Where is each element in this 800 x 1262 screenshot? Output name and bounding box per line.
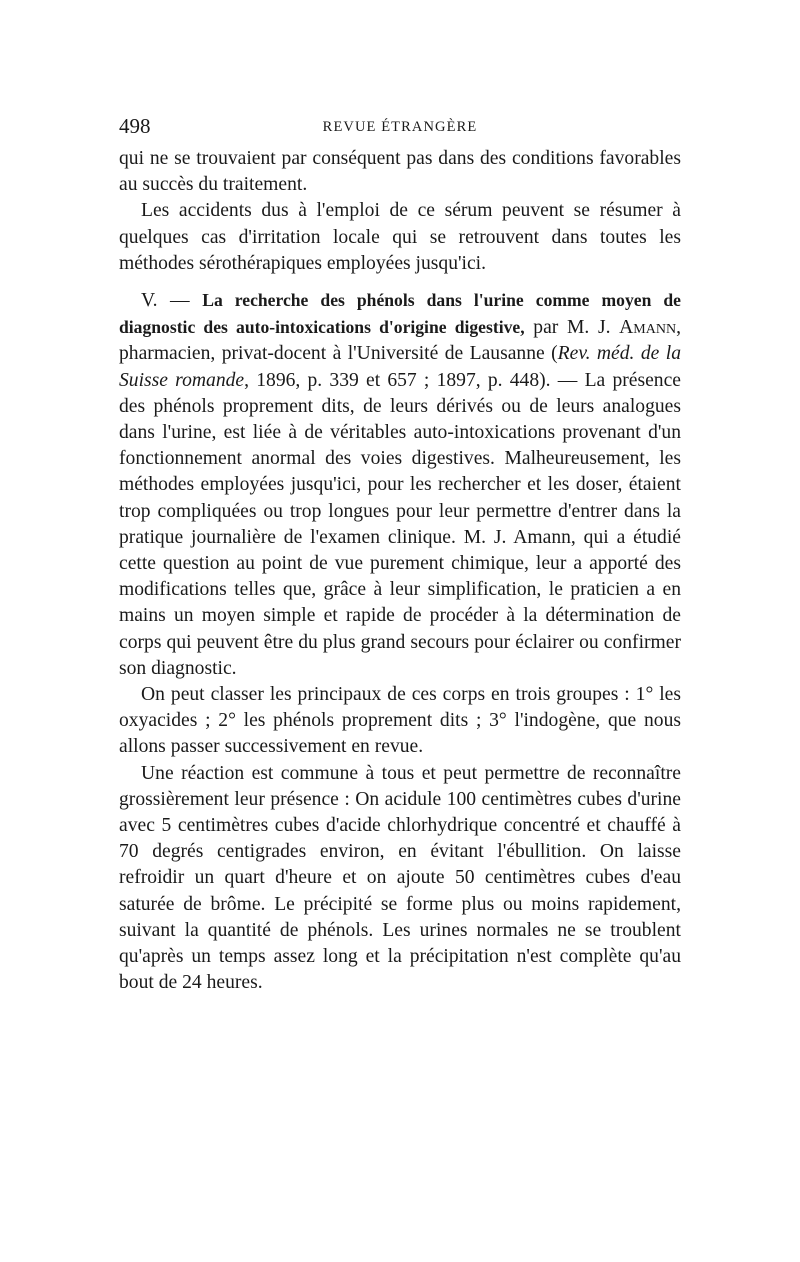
paragraph-groups: On peut classer les principaux de ces corps en trois groupes : 1° les oxyacides ; 2° les phénols proprement dits ; 3° l'indogène, que nous allons passer successivement en revue. xyxy=(119,684,681,758)
section-title: La recherche des phénols dans l'urine comme moyen de diagnostic des auto-intoxications d'origine digestive, xyxy=(119,290,681,338)
page-number: 498 xyxy=(119,114,151,138)
section-number: V. — xyxy=(141,290,203,312)
section-v-paragraph xyxy=(119,287,681,682)
section-by: par M. J. xyxy=(524,317,620,339)
author-affiliation: , pharmacien, privat-docent à l'Université de Lausanne ( xyxy=(119,317,681,365)
paragraph-continuation: qui ne se trouvaient par conséquent pas dans des conditions favorables au succès du traitement. xyxy=(119,148,681,196)
author-name: Amann xyxy=(619,317,677,339)
document-page xyxy=(119,112,681,997)
paragraph-reaction: Une réaction est commune à tous et peut permettre de reconnaître grossièrement leur présence : On acidule 100 centimètres cubes d'urine avec 5 centimètres cubes d'acide chlorhydrique concentré et chauffé à 70 degrés centigrades environ, en évitant l'ébullition. On laisse refroidir un quart d'heure et on ajoute 50 centimètres cubes d'eau saturée de brôme. Le précipité se forme plus ou moins rapidement, suivant la quantité de phénols. Les urines normales ne se troublent qu'après un temps assez long et la précipitation n'est complète qu'au bout de 24 heures. xyxy=(119,762,681,994)
journal-title: Rev. méd. de la Suisse romande xyxy=(119,343,682,391)
paragraph-serum-accidents: Les accidents dus à l'emploi de ce sérum peuvent se résumer à quelques cas d'irritation locale qui se retrouvent dans toutes les méthodes sérothérapiques employées jusqu'ici. xyxy=(119,200,681,274)
page-header xyxy=(119,112,681,146)
section-body: La présence des phénols proprement dits, de leurs dérivés ou de leurs analogues dans l'urine, est liée à de véritables auto-intoxications provenant d'un fonctionnement anormal des voies digestives. Malheureusement, les méthodes employées jusqu'ici, pour les rechercher et les doser, étaient trop compliquées ou trop longues pour leur permettre d'entrer dans la pratique journalière de l'examen clinique. M. J. Amann, qui a étudié cette question au point de vue purement chimique, leur a apporté des modifications telles que, grâce à leur simplification, le praticien a en mains un moyen simple et rapide de procéder à la détermination de corps qui peuvent être du plus grand secours pour éclairer ou confirmer son diagnostic. xyxy=(119,369,681,679)
citation-details: , 1896, p. 339 et 657 ; 1897, p. 448). — xyxy=(244,369,585,391)
running-head: REVUE ÉTRANGÈRE xyxy=(322,119,478,135)
